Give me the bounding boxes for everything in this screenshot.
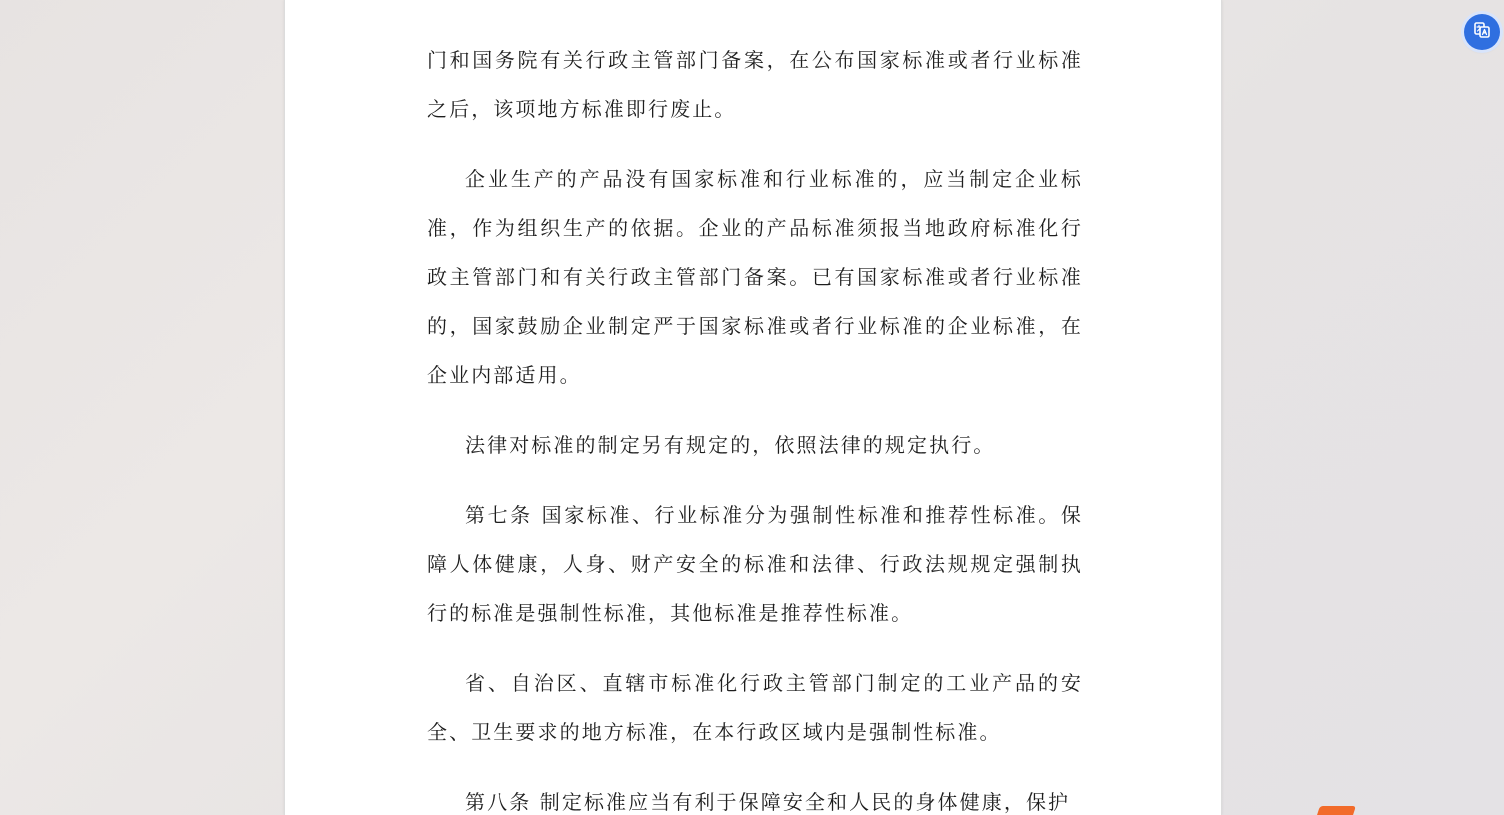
paragraph: 企业生产的产品没有国家标准和行业标准的，应当制定企业标准，作为组织生产的依据。企业的产品标准须报当地政府标准化行政主管部门和有关行政主管部门备案。已有国家标准或者行业标准的，国家鼓励企业制定严于国家标准或者行业标准的企业标准，在企业内部适用。 xyxy=(427,167,1083,387)
translate-float-button[interactable] xyxy=(1464,14,1500,50)
document-body xyxy=(427,36,1083,815)
corner-decoration xyxy=(1316,806,1356,815)
paragraph: 门和国务院有关行政主管部门备案，在公布国家标准或者行业标准之后，该项地方标准即行废止。 xyxy=(427,48,1083,121)
paragraph: 法律对标准的制定另有规定的，依照法律的规定执行。 xyxy=(465,433,996,457)
document-page xyxy=(284,0,1222,815)
paragraph: 第八条 制定标准应当有利于保障安全和人民的身体健康，保护 xyxy=(465,790,1071,814)
translate-icon xyxy=(1472,20,1492,44)
paragraph: 第七条 国家标准、行业标准分为强制性标准和推荐性标准。保障人体健康，人身、财产安全的标准和法律、行政法规规定强制执行的标准是强制性标准，其他标准是推荐性标准。 xyxy=(427,503,1083,625)
paragraph: 省、自治区、直辖市标准化行政主管部门制定的工业产品的安全、卫生要求的地方标准，在本行政区域内是强制性标准。 xyxy=(427,671,1083,744)
